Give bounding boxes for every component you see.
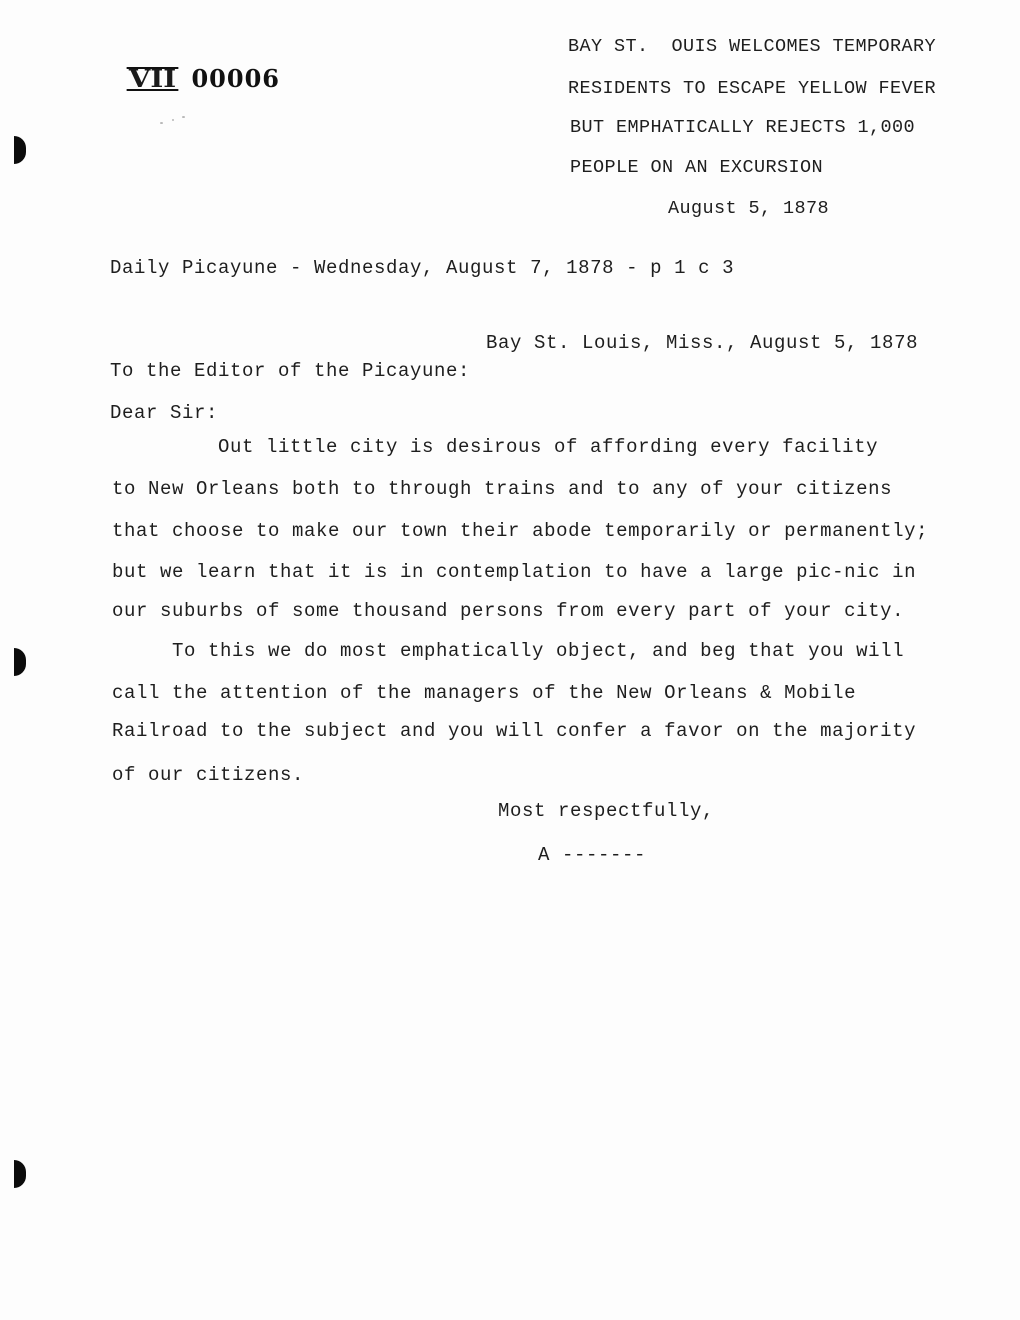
archive-roman-numeral: VII [127,67,179,91]
source-citation: Daily Picayune - Wednesday, August 7, 1878 - p 1 c 3 [110,257,735,279]
letter-place-date: Bay St. Louis, Miss., August 5, 1878 [486,332,919,354]
letter-body-line: Out little city is desirous of affording every facility [218,436,879,458]
headline-line-4: PEOPLE ON AN EXCURSION [570,157,824,178]
letter-body-line: that choose to make our town their abode temporarily or permanently; [112,520,929,542]
letter-body-line: but we learn that it is in contemplation to have a large pic-nic in [112,561,917,583]
punch-hole-middle-icon [14,648,26,676]
letter-body-line: of our citizens. [112,764,305,786]
letter-body-line: call the attention of the managers of the New Orleans & Mobile [112,682,857,704]
headline-date: August 5, 1878 [668,198,830,219]
letter-closing: Most respectfully, [498,800,715,822]
letter-addressee: To the Editor of the Picayune: [110,360,471,382]
archive-number: 00006 [191,64,280,93]
letter-body-line: To this we do most emphatically object, and beg that you will [172,640,905,662]
punch-hole-top-icon [14,136,26,164]
letter-body-line: Railroad to the subject and you will confer a favor on the majority [112,720,917,742]
headline-line-1: BAY ST. OUIS WELCOMES TEMPORARY [568,36,937,57]
letter-body-line: to New Orleans both to through trains and to any of your citizens [112,478,893,500]
paper-speck-icon [160,122,163,124]
paper-speck-icon [182,116,185,118]
headline-line-2: RESIDENTS TO ESCAPE YELLOW FEVER [568,78,937,99]
letter-salutation: Dear Sir: [110,402,219,424]
letter-signature: A ------- [538,844,647,866]
punch-hole-bottom-icon [14,1160,26,1188]
headline-line-3: BUT EMPHATICALLY REJECTS 1,000 [570,117,916,138]
archive-stamp [92,46,280,111]
letter-body-line: our suburbs of some thousand persons from every part of your city. [112,600,905,622]
paper-speck-icon [172,119,174,121]
